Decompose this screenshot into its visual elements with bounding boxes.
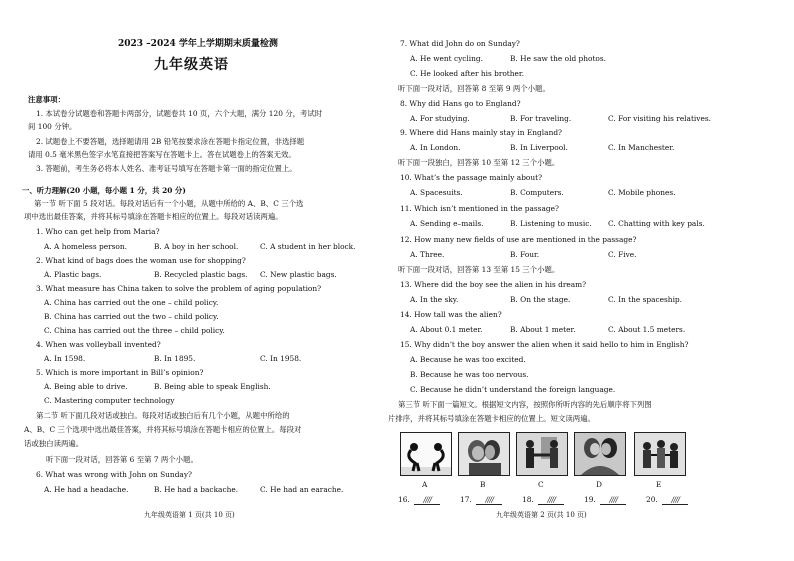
option-8c: C. For visiting his relatives.	[608, 114, 711, 123]
question-11: 11. Which isn’t mentioned in the passage?	[400, 204, 559, 213]
question-9: 9. Where did Hans mainly stay in England?	[400, 128, 563, 137]
question-13: 13. Where did the boy see the alien in his dream?	[400, 280, 587, 289]
notice-1-cont: 间 100 分钟。	[28, 122, 77, 131]
page-2-footer: 九年级英语第 2 页(共 10 页)	[496, 511, 587, 519]
section-1-instructions-cont: 项中选出最佳答案，并将其标号填涂在答题卡相应的位置上。每段对话读两遍。	[24, 212, 283, 221]
option-6c: C. He had an earache.	[260, 485, 344, 494]
option-15c: C. Because he didn’t understand the foreign language.	[410, 385, 616, 394]
answer-blank-16: 16. ////	[398, 495, 440, 505]
answer-blank-17: 17. ////	[460, 495, 502, 505]
option-14b: B. About 1 meter.	[510, 325, 576, 334]
picture-c-handshake	[516, 432, 568, 476]
question-3: 3. What measure has China taken to solve the problem of aging population?	[36, 284, 322, 293]
listen-instruction-6-7: 听下面一段对话，回答第 6 至第 7 两个小题。	[46, 455, 198, 464]
picture-d-hug	[574, 432, 626, 476]
picture-label-e: E	[656, 480, 662, 489]
picture-a-bowing	[400, 432, 452, 476]
picture-label-c: C	[538, 480, 544, 489]
notice-2: 2. 试题卷上不要答题，选择题请用 2B 铅笔按要求涂在答题卡指定位置，非选择题	[36, 137, 305, 146]
option-15b: B. Because he was too nervous.	[410, 370, 529, 379]
option-11c: C. Chatting with key pals.	[608, 219, 705, 228]
option-3c: C. China has carried out the three – child policy.	[44, 326, 225, 335]
option-4b: B. In 1895.	[154, 354, 196, 363]
option-7b: B. He saw the old photos.	[510, 54, 607, 63]
question-8: 8. Why did Hans go to England?	[400, 99, 521, 108]
option-10b: B. Computers.	[510, 188, 564, 197]
option-14a: A. About 0.1 meter.	[410, 325, 483, 334]
section-3-instructions-cont: 片排序，并将其标号填涂在答题卡相应的位置上。短文读两遍。	[388, 414, 595, 423]
notice-2-cont: 请用 0.5 毫米黑色签字水笔直接把答案写在答题卡上。答在试题卷上的答案无效。	[28, 150, 296, 159]
option-3a: A. China has carried out the one – child policy.	[44, 298, 219, 307]
option-13c: C. In the spaceship.	[608, 295, 683, 304]
subject-title: 九年级英语	[154, 57, 229, 73]
option-5c: C. Mastering computer technology	[44, 396, 175, 405]
option-5a: A. Being able to drive.	[44, 382, 128, 391]
option-1c: C. A student in her block.	[260, 242, 356, 251]
option-10c: C. Mobile phones.	[608, 188, 676, 197]
option-13a: A. In the sky.	[410, 295, 459, 304]
listen-instruction-10-12: 听下面一段独白，回答第 10 至第 12 三个小题。	[398, 158, 560, 167]
option-15a: A. Because he was too excited.	[410, 355, 526, 364]
option-11b: B. Listening to music.	[510, 219, 592, 228]
question-4: 4. When was volleyball invented?	[36, 340, 161, 349]
option-6a: A. He had a headache.	[44, 485, 129, 494]
question-10: 10. What’s the passage mainly about?	[400, 173, 543, 182]
exam-title: 2023 –2024 学年上学期期末质量检测	[118, 39, 278, 49]
option-8b: B. For traveling.	[510, 114, 572, 123]
question-15: 15. Why didn’t the boy answer the alien when it said hello to him in English?	[400, 340, 689, 349]
page-1-column	[22, 0, 382, 561]
section-2-instructions: 第二节 听下面几段对话或独白。每段对话或独白后有几个小题，从题中所给的	[36, 411, 290, 420]
notice-1: 1. 本试卷分试题卷和答题卡两部分，试题卷共 10 页，六个大题，满分 120 分，考试时	[36, 109, 323, 118]
question-6: 6. What was wrong with John on Sunday?	[36, 470, 192, 479]
question-12: 12. How many new fields of use are mentioned in the passage?	[400, 235, 637, 244]
question-2: 2. What kind of bags does the woman use for shopping?	[36, 256, 246, 265]
answer-blank-19: 19. ////	[584, 495, 626, 505]
section-2-instructions-cont: A、B、C 三个选项中选出最佳答案，并将其标号填涂在答题卡相应的位置上。每段对	[24, 425, 302, 434]
picture-label-a: A	[422, 480, 428, 489]
page-2-column	[388, 0, 778, 561]
page-1-footer: 九年级英语第 1 页(共 10 页)	[144, 511, 235, 519]
question-7: 7. What did John do on Sunday?	[400, 39, 520, 48]
option-4c: C. In 1958.	[260, 354, 302, 363]
section-2-instructions-end: 话或独白读两遍。	[24, 439, 84, 448]
option-4a: A. In 1598.	[44, 354, 86, 363]
picture-label-b: B	[480, 480, 486, 489]
option-5b: B. Being able to speak English.	[154, 382, 271, 391]
option-13b: B. On the stage.	[510, 295, 571, 304]
notice-heading: 注意事项：	[28, 95, 65, 104]
option-7a: A. He went cycling.	[410, 54, 484, 63]
option-2b: B. Recycled plastic bags.	[154, 270, 248, 279]
answer-blank-18: 18. ////	[522, 495, 564, 505]
option-12a: A. Three.	[410, 250, 445, 259]
picture-b-kiss-greeting	[458, 432, 510, 476]
listen-instruction-8-9: 听下面一段对话，回答第 8 至第 9 两个小题。	[398, 84, 550, 93]
option-1a: A. A homeless person.	[44, 242, 127, 251]
option-9b: B. In Liverpool.	[510, 143, 568, 152]
option-12c: C. Five.	[608, 250, 637, 259]
picture-label-d: D	[596, 480, 602, 489]
option-2c: C. New plastic bags.	[260, 270, 337, 279]
option-14c: C. About 1.5 meters.	[608, 325, 686, 334]
section-1-instructions: 第一节 听下面 5 段对话。每段对话后有一个小题，从题中所给的 A、B、C 三个选	[34, 199, 304, 208]
option-2a: A. Plastic bags.	[44, 270, 102, 279]
question-14: 14. How tall was the alien?	[400, 310, 502, 319]
question-1: 1. Who can get help from Maria?	[36, 227, 160, 236]
option-9c: C. In Manchester.	[608, 143, 675, 152]
listen-instruction-13-15: 听下面一段对话，回答第 13 至第 15 三个小题。	[398, 265, 560, 274]
notice-3: 3. 答题前，考生务必将本人姓名、准考证号填写在答题卡第一面的指定位置上。	[36, 164, 297, 173]
option-11a: A. Sending e–mails.	[410, 219, 484, 228]
option-3b: B. China has carried out the two – child policy.	[44, 312, 219, 321]
option-12b: B. Four.	[510, 250, 540, 259]
option-1b: B. A boy in her school.	[154, 242, 239, 251]
part-1-heading: 一、听力理解(20 小题，每小题 1 分，共 20 分)	[22, 186, 186, 195]
answer-blank-20: 20. ////	[646, 495, 688, 505]
option-9a: A. In London.	[410, 143, 461, 152]
option-8a: A. For studying.	[410, 114, 470, 123]
picture-e-group-greeting	[634, 432, 686, 476]
option-10a: A. Spacesuits.	[410, 188, 463, 197]
option-7c: C. He looked after his brother.	[410, 69, 524, 78]
question-5: 5. Which is more important in Bill’s opinion?	[36, 368, 204, 377]
section-3-instructions: 第三节 听下面一篇短文。根据短文内容，按照你所听内容的先后顺序将下列图	[398, 400, 652, 409]
option-6b: B. He had a backache.	[154, 485, 239, 494]
